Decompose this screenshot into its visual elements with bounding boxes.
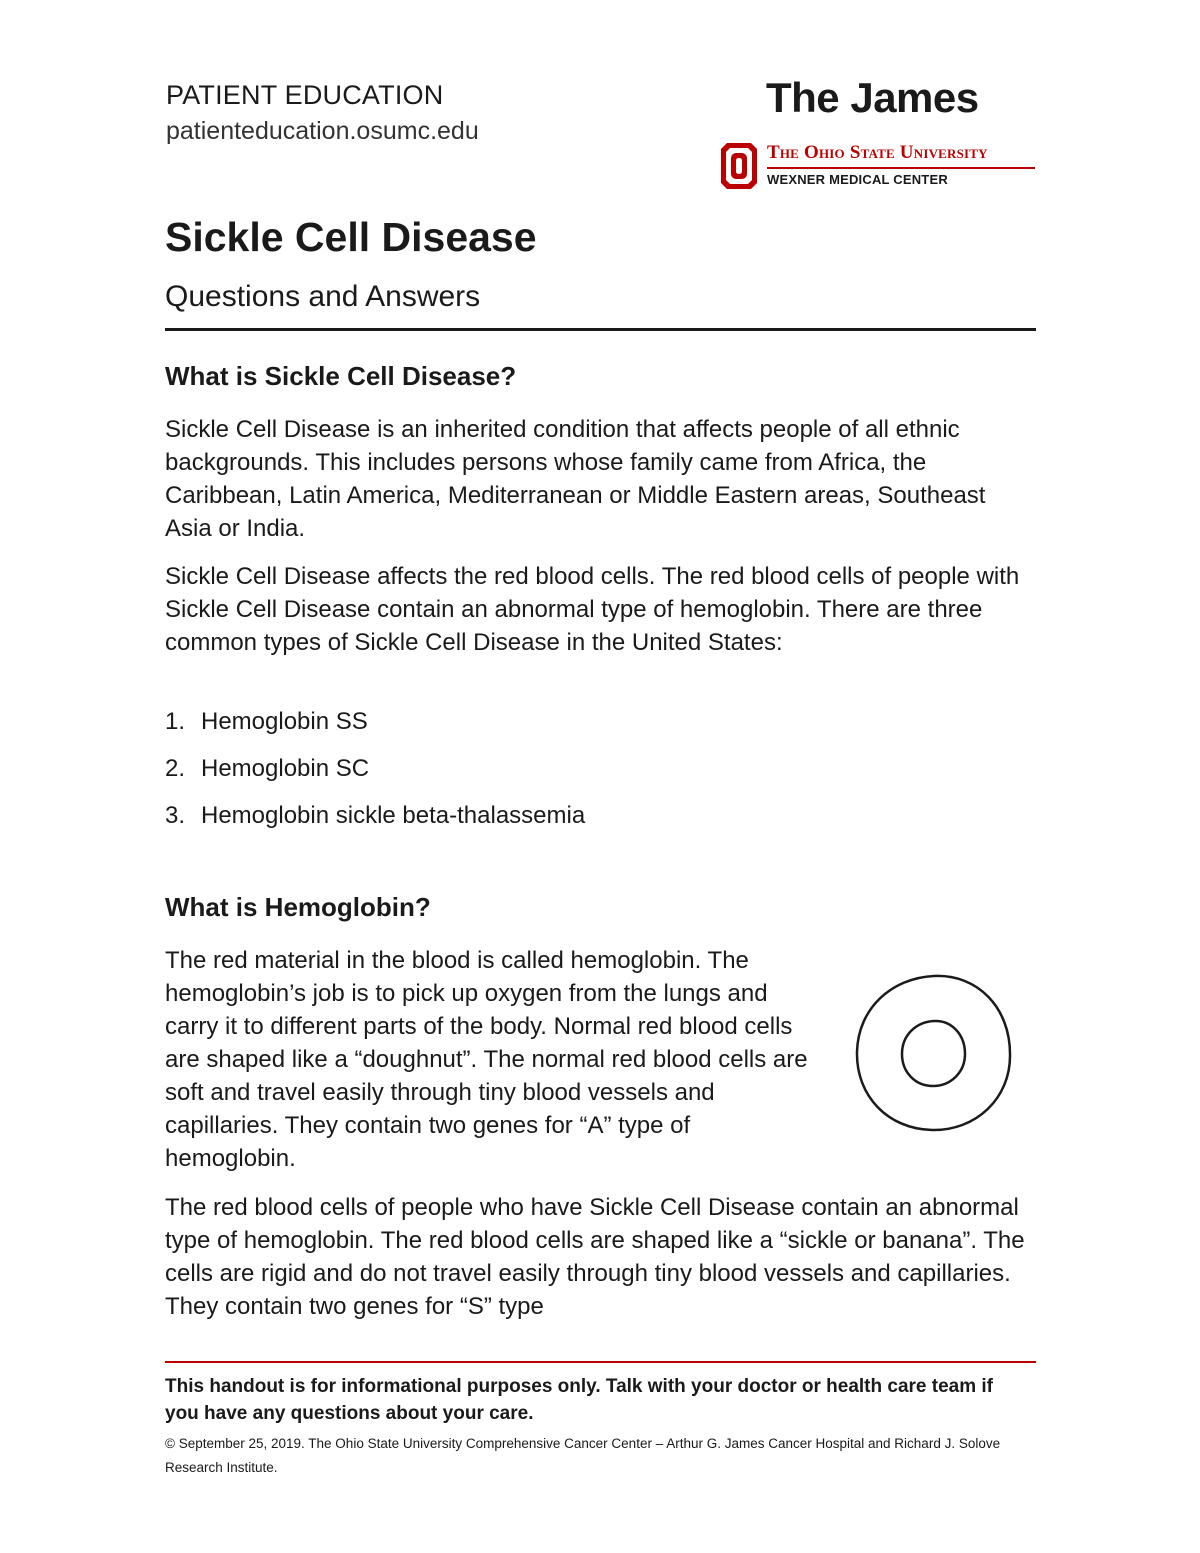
section-heading-what-is-scd: What is Sickle Cell Disease? — [165, 361, 517, 391]
hemoglobin-paragraph-1: The red material in the blood is called hemoglobin. The hemoglobin’s job is to pick up oxygen from the lungs and carry it to different parts of the body. Normal red blood cells are shaped like a “doughnut”. The normal red blood cells are soft and travel easily through tiny blood vessels and capillaries. They contain two genes for “A” type of hemoglobin. — [165, 947, 808, 1172]
list-item-number: 2. — [165, 755, 186, 782]
section-heading-what-is-hemoglobin: What is Hemoglobin? — [165, 892, 431, 922]
scd-paragraph-1: Sickle Cell Disease is an inherited condition that affects people of all ethnic backgrounds. This includes persons whose family came from Africa, the Caribbean, Latin America, Mediterranean or Middle Eastern areas, Southeast Asia or India. — [165, 416, 986, 542]
brand-name: The James — [766, 74, 979, 121]
list-item — [165, 755, 369, 783]
footer-copyright: © September 25, 2019. The Ohio State University Comprehensive Cancer Center – Arthur G. James Cancer Hospital and Richard J. Solove Research Institute. — [165, 1436, 1001, 1475]
list-item-number: 1. — [165, 708, 186, 735]
university-underline — [767, 167, 1035, 169]
list-item-number: 3. — [165, 802, 186, 829]
list-item — [165, 802, 585, 830]
hemoglobin-paragraph-2: The red blood cells of people who have Sickle Cell Disease contain an abnormal type of hemoglobin. The red blood cells are shaped like a “sickle or banana”. The cells are rigid and do not travel easily through tiny blood vessels and capillaries. They contain two genes for “S” type — [165, 1194, 1025, 1320]
footer-disclaimer: This handout is for informational purposes only. Talk with your doctor or health care team if you have any questions about your care. — [165, 1376, 994, 1424]
page-title: Sickle Cell Disease — [165, 214, 537, 260]
scd-paragraph-2: Sickle Cell Disease affects the red blood cells. The red blood cells of people with Sickle Cell Disease contain an abnormal type of hemoglobin. There are three common types of Sickle Cell Disease in the United States: — [165, 563, 1020, 656]
list-item-text: Hemoglobin SS — [201, 708, 368, 735]
university-name: The Ohio State University — [767, 142, 988, 163]
title-divider — [165, 328, 1036, 331]
footer-divider — [165, 1361, 1036, 1363]
medical-center-name: WEXNER MEDICAL CENTER — [767, 172, 948, 187]
list-item-text: Hemoglobin SC — [201, 755, 370, 782]
list-item-text: Hemoglobin sickle beta-thalassemia — [201, 802, 586, 829]
header-label: PATIENT EDUCATION — [166, 80, 444, 110]
header-url-link[interactable]: patienteducation.osumc.edu — [166, 117, 479, 145]
osu-block-o-logo-icon — [719, 141, 759, 191]
normal-red-blood-cell-illustration — [850, 968, 1018, 1136]
list-item — [165, 708, 368, 736]
page-subtitle: Questions and Answers — [165, 280, 481, 313]
